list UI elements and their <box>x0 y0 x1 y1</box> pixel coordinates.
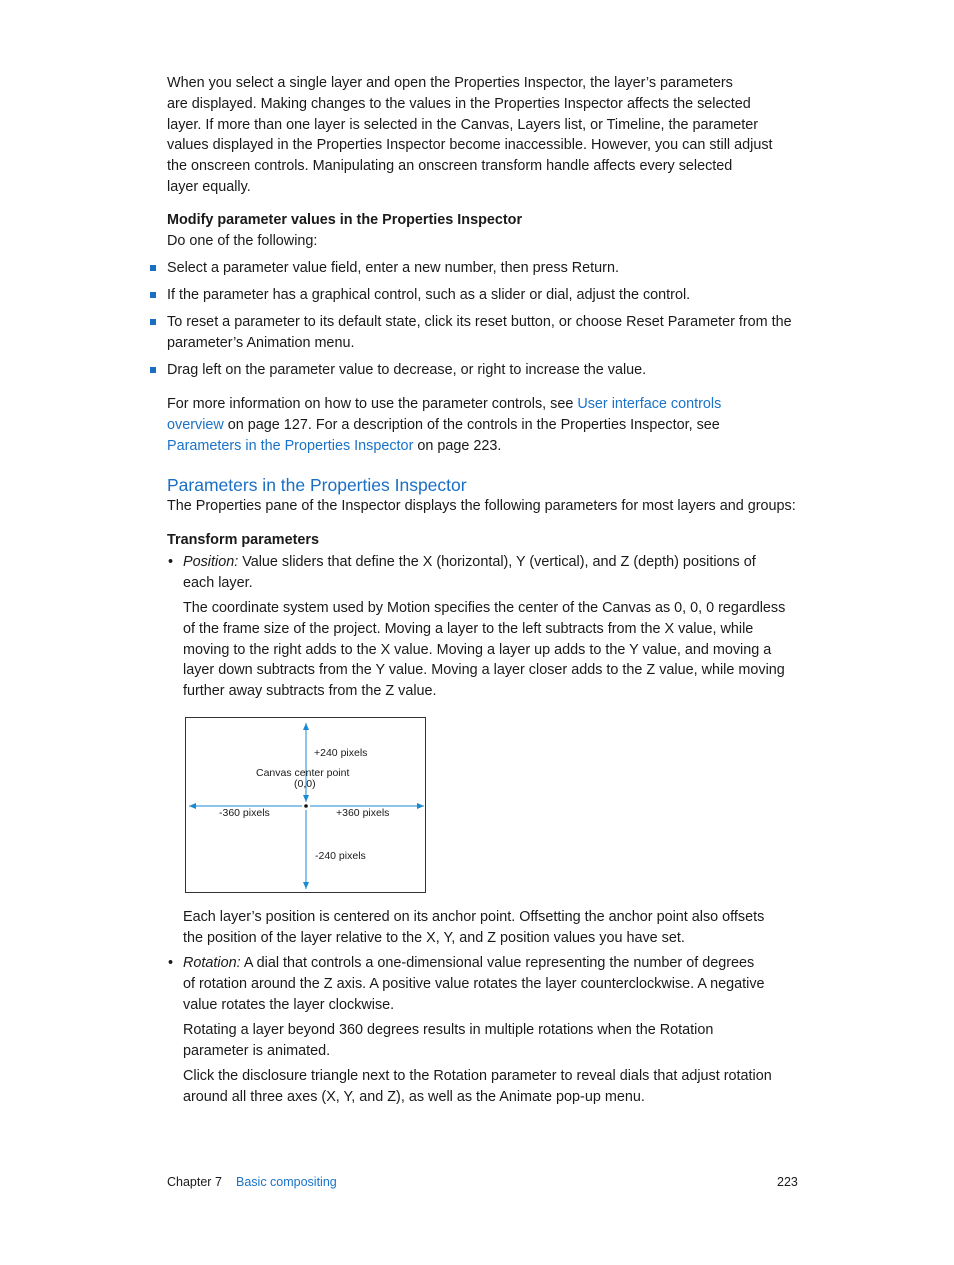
position-line: layer down subtracts from the Y value. Moving a layer closer adds to the Z value, while moving <box>183 662 785 679</box>
label-plus-240: +240 pixels <box>314 747 368 759</box>
coordinate-diagram <box>185 717 426 893</box>
task-bullet-3 <box>167 312 807 354</box>
intro-paragraph <box>167 73 807 198</box>
link-user-interface-controls[interactable]: User interface controls <box>577 396 722 412</box>
rotation-desc: A dial that controls a one-dimensional value representing the number of degrees <box>240 955 755 971</box>
task-bullet-1: Select a parameter value field, enter a new number, then press Return. <box>167 260 619 276</box>
intro-line: When you select a single layer and open the Properties Inspector, the layer’s parameters <box>167 75 733 91</box>
section-title: Parameters in the Properties Inspector <box>167 475 467 495</box>
task-bullet-3-line: To reset a parameter to its default state, click its reset button, or choose Reset Parameter from the <box>167 314 792 330</box>
center-point <box>304 804 308 808</box>
position-line: further away subtracts from the Z value. <box>183 683 437 700</box>
position-term: Position: <box>183 554 239 570</box>
position-line: the position of the layer relative to the X, Y, and Z position values you have set. <box>183 929 685 946</box>
rotation-paragraph-3 <box>183 1066 803 1108</box>
bullet-square-icon <box>150 265 156 271</box>
position-desc: Value sliders that define the X (horizontal), Y (vertical), and Z (depth) positions of <box>238 554 756 570</box>
intro-line: values displayed in the Properties Inspector become inaccessible. However, you can still adjust <box>167 137 773 154</box>
more-info-text: on page 127. For a description of the controls in the Properties Inspector, see <box>223 416 720 433</box>
bullet-dot-icon: • <box>168 955 174 971</box>
footer-chapter: Chapter 7 <box>167 1175 222 1189</box>
intro-line: layer. If more than one layer is selected in the Canvas, Layers list, or Timeline, the parameter <box>167 116 759 133</box>
bullet-square-icon <box>150 367 156 373</box>
rotation-line: around all three axes (X, Y, and Z), as well as the Animate pop-up menu. <box>183 1088 645 1105</box>
rotation-paragraph-2 <box>183 1020 803 1062</box>
label-minus-360: -360 pixels <box>219 807 270 819</box>
intro-line: the onscreen controls. Manipulating an onscreen transform handle affects every selected <box>167 158 733 175</box>
bullet-square-icon <box>150 319 156 325</box>
rotation-line: Click the disclosure triangle next to the Rotation parameter to reveal dials that adjust rotation <box>183 1068 772 1084</box>
rotation-line: value rotates the layer clockwise. <box>183 996 395 1013</box>
position-desc-cont: each layer. <box>183 574 253 591</box>
task-bullet-2: If the parameter has a graphical control, such as a slider or dial, adjust the control. <box>167 287 691 303</box>
section-intro: The Properties pane of the Inspector displays the following parameters for most layers and groups: <box>167 498 796 514</box>
position-line: Each layer’s position is centered on its anchor point. Offsetting the anchor point also offsets <box>183 909 765 925</box>
bullet-square-icon <box>150 292 156 298</box>
more-info-text: on page 223. <box>413 437 502 454</box>
position-line: moving to the right adds to the X value. Moving a layer up adds to the Y value, and moving a <box>183 641 772 658</box>
rotation-line: parameter is animated. <box>183 1042 331 1059</box>
intro-line: layer equally. <box>167 178 251 195</box>
intro-line: are displayed. Making changes to the values in the Properties Inspector affects the selected <box>167 95 751 112</box>
position-paragraph-3 <box>183 907 803 949</box>
position-line: of the frame size of the project. Moving a layer to the left subtracts from the X value, while <box>183 620 754 637</box>
more-info-text: For more information on how to use the parameter controls, see <box>167 396 578 412</box>
link-user-interface-controls-cont[interactable]: overview <box>167 416 224 433</box>
task-title: Modify parameter values in the Properties Inspector <box>167 212 523 228</box>
more-info-paragraph <box>167 394 807 456</box>
position-paragraph-2 <box>183 598 803 702</box>
rotation-item <box>183 953 803 1015</box>
label-canvas-center: Canvas center point <box>256 767 350 779</box>
task-bullet-3-line: parameter’s Animation menu. <box>167 334 355 351</box>
footer-chapter-title[interactable]: Basic compositing <box>236 1175 337 1189</box>
rotation-line: Rotating a layer beyond 360 degrees results in multiple rotations when the Rotation <box>183 1022 714 1038</box>
task-bullet-4: Drag left on the parameter value to decrease, or right to increase the value. <box>167 362 647 378</box>
rotation-term: Rotation: <box>183 955 241 971</box>
rotation-line: of rotation around the Z axis. A positive value rotates the layer counterclockwise. A negative <box>183 975 765 992</box>
bullet-dot-icon: • <box>168 554 174 570</box>
page-number: 223 <box>777 1175 798 1189</box>
label-minus-240: -240 pixels <box>315 850 366 862</box>
label-center-coords: (0,0) <box>294 778 316 790</box>
task-intro: Do one of the following: <box>167 233 318 249</box>
transform-subhead: Transform parameters <box>167 532 319 548</box>
link-parameters-properties-inspector[interactable]: Parameters in the Properties Inspector <box>167 437 414 454</box>
position-item <box>183 552 803 594</box>
position-line: The coordinate system used by Motion specifies the center of the Canvas as 0, 0, 0 regardless <box>183 600 786 616</box>
label-plus-360: +360 pixels <box>336 807 390 819</box>
coordinate-axes <box>186 718 427 894</box>
